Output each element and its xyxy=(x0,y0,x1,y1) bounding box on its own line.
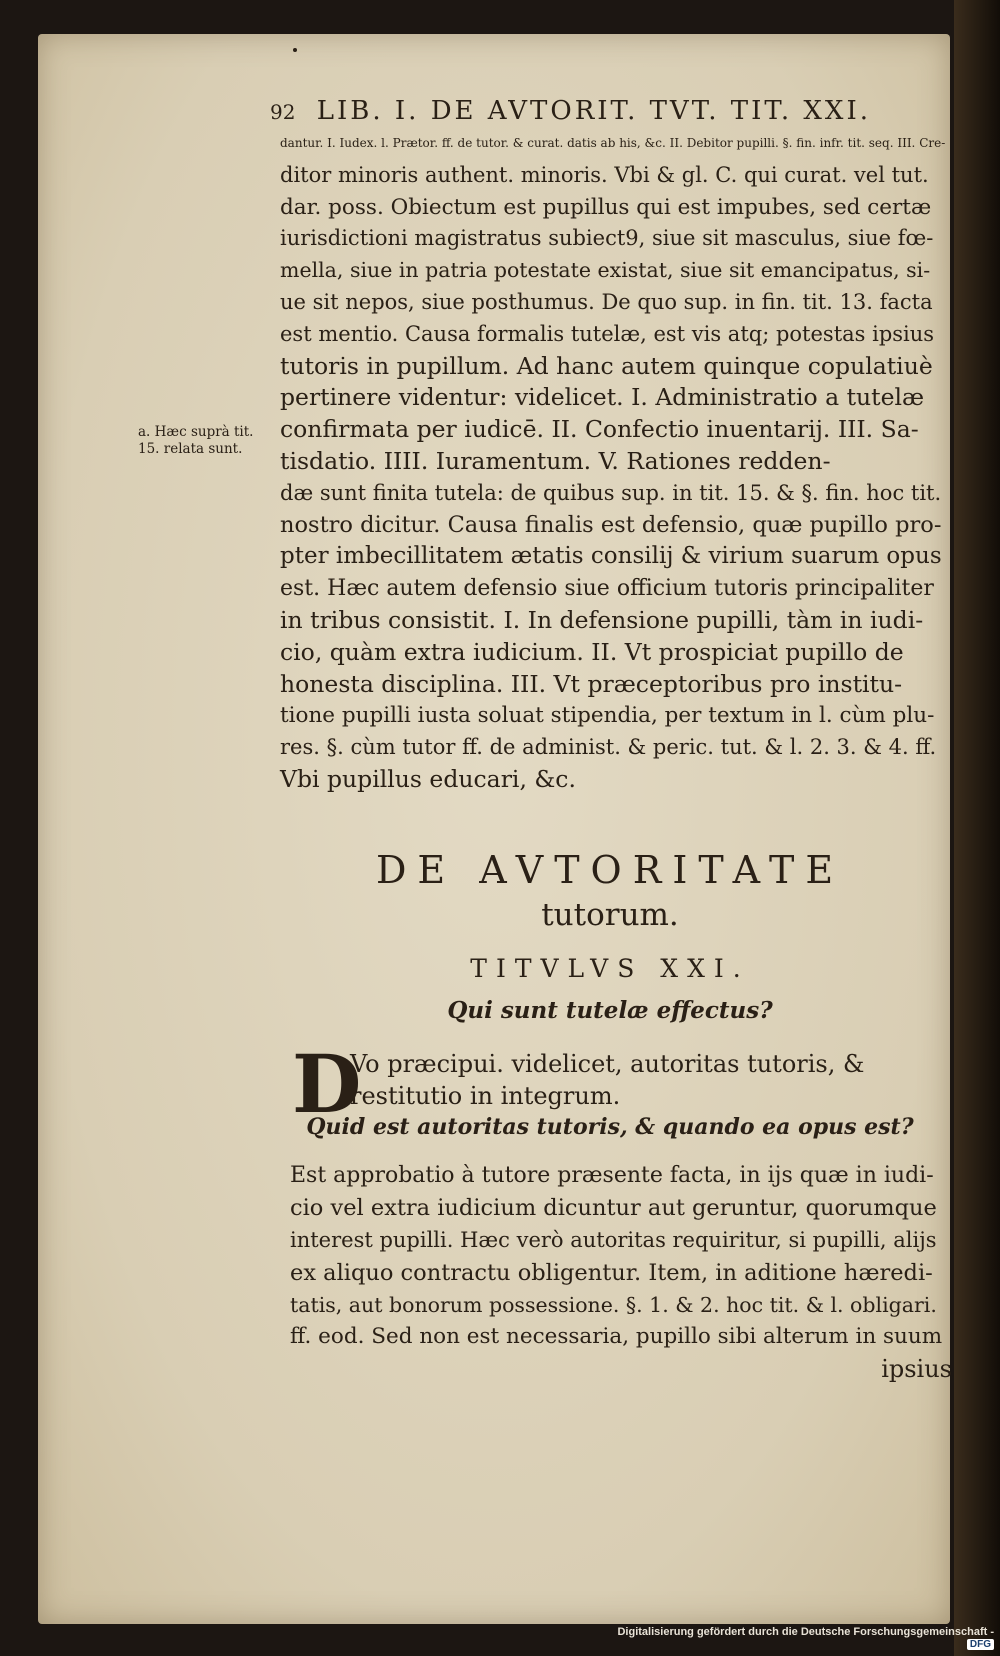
body-line: res. §. cùm tutor ff. de administ. & peric. tut. & l. 2. 3. & 4. ff. xyxy=(280,735,937,760)
body-line: pertinere videntur: videlicet. I. Administratio a tutelæ xyxy=(280,383,925,412)
paragraph-line: ipsius xyxy=(881,1355,952,1384)
margin-note: a. Hæc suprà tit. 15. relata sunt. xyxy=(138,424,254,457)
footer-text: Digitalisierung gefördert durch die Deutsche Forschungsgemeinschaft - xyxy=(617,1626,994,1638)
drop-cap-initial: D xyxy=(292,1037,362,1131)
body-line: iurisdictioni magistratus subiect9, siue sit masculus, siue fœ- xyxy=(280,226,934,251)
body-line: est mentio. Causa formalis tutelæ, est vis atq; potestas ipsius xyxy=(280,321,935,346)
body-line: honesta disciplina. III. Vt præceptoribus pro institu- xyxy=(280,669,903,698)
question-heading: Qui sunt tutelæ effectus? xyxy=(447,997,773,1024)
body-line: est. Hæc autem defensio siue officium tutoris principaliter xyxy=(280,576,934,602)
body-line: pter imbecillitatem ætatis consilij & virium suarum opus xyxy=(280,543,942,570)
question-heading: Quid est autoritas tutoris, & quando ea opus est? xyxy=(306,1114,914,1140)
paragraph-line: ex aliquo contractu obligentur. Item, in aditione hæredi- xyxy=(290,1259,933,1286)
running-header xyxy=(270,96,890,126)
body-line: ditor minoris authent. minoris. Vbi & gl. C. qui curat. vel tut. xyxy=(280,162,929,187)
answer-paragraph xyxy=(290,1160,952,1385)
body-line: Vbi pupillus educari, &c. xyxy=(280,764,576,793)
section-subtitle: tutorum. xyxy=(541,897,679,933)
ink-dot xyxy=(293,48,297,52)
body-line: tione pupilli iusta soluat stipendia, per textum in l. cùm plu- xyxy=(280,703,935,729)
body-line: confirmata per iudicē. II. Confectio inuentarij. III. Sa- xyxy=(280,415,919,444)
paragraph-line: tatis, aut bonorum possessione. §. 1. & 2. hoc tit. & l. obligari. xyxy=(290,1292,937,1317)
body-line: in tribus consistit. I. In defensione pupilli, tàm in iudi- xyxy=(280,605,924,634)
book-spine xyxy=(954,0,1000,1656)
dfg-logo: DFG xyxy=(967,1639,994,1650)
digitization-footer xyxy=(594,1626,994,1650)
paragraph-line: interest pupilli. Hæc verò autoritas requiritur, si pupilli, alijs xyxy=(290,1228,937,1253)
running-title: LIB. I. DE AVTORIT. TVT. TIT. XXI. xyxy=(316,96,871,126)
body-line: dæ sunt finita tutela: de quibus sup. in tit. 15. & §. fin. hoc tit. xyxy=(280,480,942,505)
body-line: ue sit nepos, siue posthumus. De quo sup. in fin. tit. 13. facta xyxy=(280,289,933,314)
section-title: DE AVTORITATE xyxy=(375,848,845,892)
paragraph-line: ff. eod. Sed non est necessaria, pupillo sibi alterum in suum xyxy=(290,1323,943,1349)
body-line: nostro dicitur. Causa finalis est defensio, quæ pupillo pro- xyxy=(280,511,942,538)
body-text xyxy=(280,128,950,796)
paragraph-line: cio vel extra iudicium dicuntur aut geruntur, quorumque xyxy=(290,1195,937,1222)
body-line: dantur. I. Iudex. l. Prætor. ff. de tutor. & curat. datis ab his, &c. II. Debitor pupilli. §. fin. infr. tit. seq. III. Cre- xyxy=(280,136,946,150)
paragraph-line: Est approbatio à tutore præsente facta, in ijs quæ in iudi- xyxy=(290,1163,934,1188)
body-line: mella, siue in patria potestate existat, siue sit emancipatus, si- xyxy=(280,258,931,283)
body-line: tutoris in pupillum. Ad hanc autem quinque copulatiuè xyxy=(280,351,933,380)
page-number: 92 xyxy=(270,100,296,124)
body-line: cio, quàm extra iudicium. II. Vt prospiciat pupillo de xyxy=(280,637,904,666)
body-line: dar. poss. Obiectum est pupillus qui est impubes, sed certæ xyxy=(280,194,932,220)
answer-paragraph: Vo præcipui. videlicet, autoritas tutoris, & restitutio in integrum. xyxy=(350,1050,865,1110)
title-number: TITVLVS XXI. xyxy=(470,954,750,983)
body-line: tisdatio. IIII. Iuramentum. V. Rationes redden- xyxy=(280,446,831,475)
